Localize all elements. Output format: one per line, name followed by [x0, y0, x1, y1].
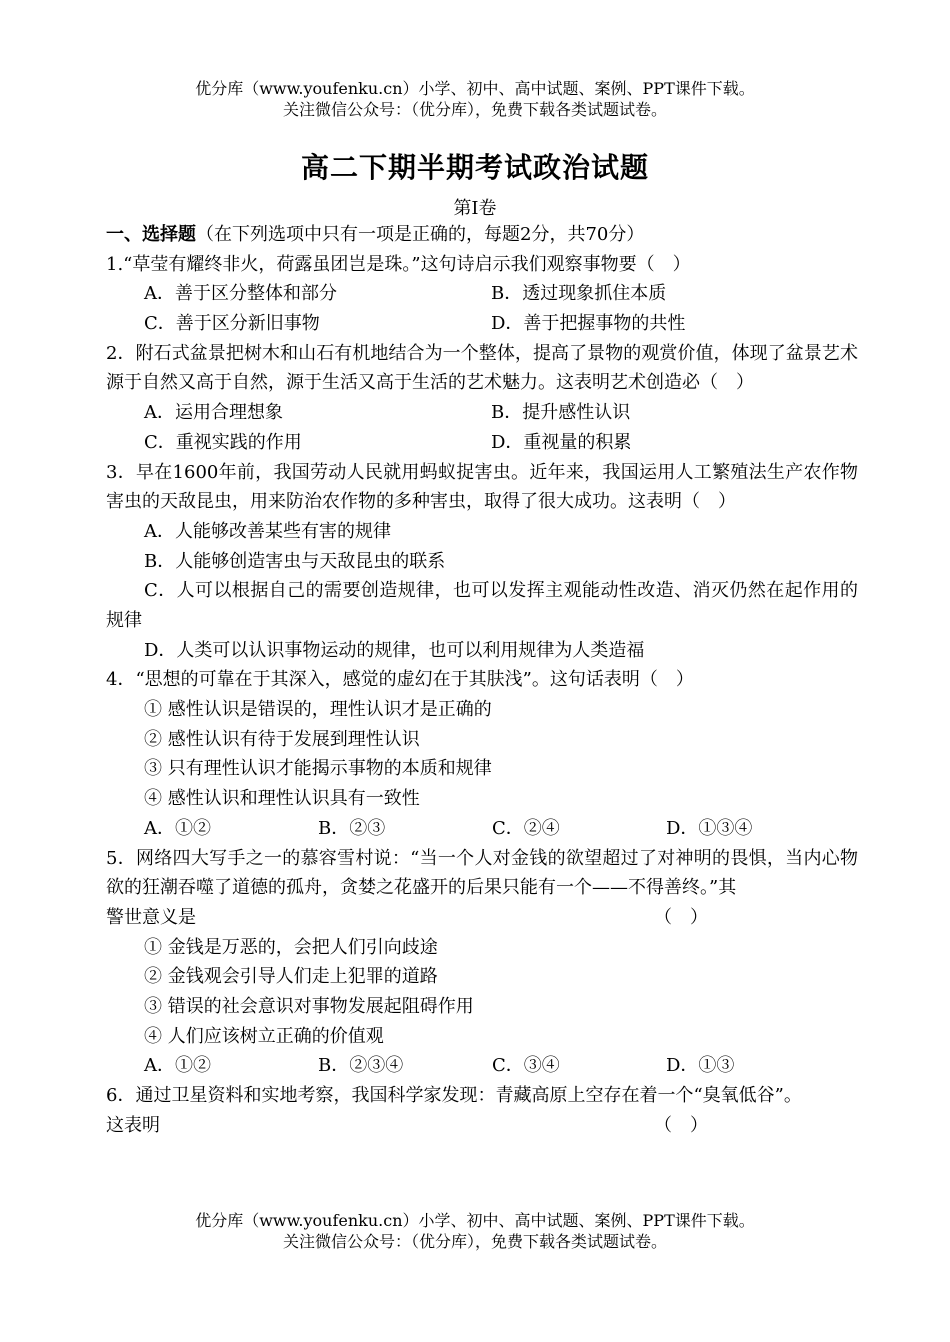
- option-a: A．①②: [144, 1055, 211, 1077]
- option-c: C．②④: [492, 817, 560, 839]
- volume-label: 第I卷: [453, 198, 497, 219]
- option-a: A．人能够改善某些有害的规律: [144, 520, 391, 542]
- question-5-stem: 5．网络四大写手之一的慕容雪村说：“当一个人对金钱的欲望超过了对神明的畏惧，当内心物欲的狂潮吞噬了道德的孤舟，贪婪之花盛开的后果只能有一个——不得善终。”其: [106, 847, 858, 899]
- option-b: B．人能够创造害虫与天敌昆虫的联系: [144, 550, 446, 572]
- option-d: D．善于把握事物的共性: [491, 313, 686, 335]
- question-1-stem: 1.“草莹有耀终非火，荷露虽团岂是珠。”这句诗启示我们观察事物要（ ）: [106, 253, 691, 275]
- section-label: 一、选择题: [106, 224, 196, 245]
- statement-3: ③ 只有理性认识才能揭示事物的本质和规律: [144, 758, 492, 780]
- page-header: [0, 78, 950, 120]
- option-b: B．提升感性认识: [491, 402, 631, 424]
- option-d: D．人类可以认识事物运动的规律，也可以利用规律为人类造福: [144, 639, 645, 661]
- footer-line-2: 关注微信公众号：（优分库），免费下载各类试题试卷。: [282, 1232, 667, 1251]
- statement-4: ④ 感性认识和理性认识具有一致性: [144, 788, 420, 810]
- statement-2: ② 感性认识有待于发展到理性认识: [144, 728, 420, 750]
- question-2-stem: 2．附石式盆景把树木和山石有机地结合为一个整体，提高了景物的观赏价值，体现了盆景艺术源于自然又高于自然，源于生活又高于生活的艺术魅力。这表明艺术创造必（ ）: [106, 342, 858, 394]
- header-line-2: 关注微信公众号：（优分库），免费下载各类试题试卷。: [282, 100, 667, 119]
- question-4-options: [106, 814, 858, 844]
- footer-line-1: 优分库（www.youfenku.cn）小学、初中、高中试题、案例、PPT课件下载。: [195, 1211, 755, 1230]
- statement-4: ④ 人们应该树立正确的价值观: [144, 1025, 384, 1047]
- option-a: A．①②: [144, 817, 211, 839]
- option-a: A．运用合理想象: [144, 402, 283, 424]
- question-4-stem: 4．“思想的可靠在于其深入，感觉的虚幻在于其肤浅”。这句话表明（ ）: [106, 669, 694, 691]
- exam-title: 高二下期半期考试政治试题: [300, 151, 649, 184]
- answer-parenthesis: （ ）: [654, 1114, 708, 1136]
- option-b: B．②③: [318, 817, 386, 839]
- option-d: D．①③: [666, 1055, 735, 1077]
- option-b: B．②③④: [318, 1055, 404, 1077]
- option-c: C．善于区分新旧事物: [144, 313, 320, 335]
- question-5-options: [106, 1051, 858, 1081]
- question-3-stem: 3．早在1600年前，我国劳动人民就用蚂蚁捉害虫。近年来，我国运用人工繁殖法生产农作物害虫的天敌昆虫，用来防治农作物的多种害虫，取得了很大成功。这表明（ ）: [106, 461, 858, 513]
- option-d: D．重视量的积累: [491, 431, 632, 453]
- question-2-options-row-1: [106, 398, 858, 428]
- question-1-options-row-1: [106, 279, 858, 309]
- page-footer: [0, 1210, 950, 1252]
- statement-3: ③ 错误的社会意识对事物发展起阻碍作用: [144, 996, 474, 1017]
- option-d: D．①③④: [666, 817, 753, 839]
- stem-end-text: 这表明: [106, 1114, 160, 1136]
- section-heading: [106, 220, 858, 250]
- option-a: A．善于区分整体和部分: [144, 283, 337, 305]
- question-2-options-row-2: [106, 428, 858, 458]
- section-note: （在下列选项中只有一项是正确的，每题2分，共70分）: [196, 224, 645, 245]
- answer-parenthesis: （ ）: [654, 906, 708, 928]
- option-b: B．透过现象抓住本质: [491, 283, 667, 305]
- header-line-1: 优分库（www.youfenku.cn）小学、初中、高中试题、案例、PPT课件下载。: [195, 79, 755, 98]
- option-c: C．人可以根据自己的需要创造规律，也可以发挥主观能动性改造、消灭仍然在起作用的规律: [106, 580, 858, 632]
- statement-1: ① 感性认识是错误的，理性认识才是正确的: [144, 699, 492, 721]
- question-1-options-row-2: [106, 309, 858, 339]
- stem-end-text: 警世意义是: [106, 906, 196, 928]
- exam-content: [106, 220, 858, 1140]
- option-c: C．重视实践的作用: [144, 431, 302, 453]
- statement-1: ① 金钱是万恶的，会把人们引向歧途: [144, 936, 438, 958]
- question-5-stem-end: [106, 903, 858, 933]
- statement-2: ② 金钱观会引导人们走上犯罪的道路: [144, 966, 438, 988]
- question-6-stem: 6．通过卫星资料和实地考察，我国科学家发现：青藏高原上空存在着一个“臭氧低谷”。: [106, 1085, 802, 1107]
- option-c: C．③④: [492, 1055, 560, 1077]
- question-6-stem-end: [106, 1111, 858, 1141]
